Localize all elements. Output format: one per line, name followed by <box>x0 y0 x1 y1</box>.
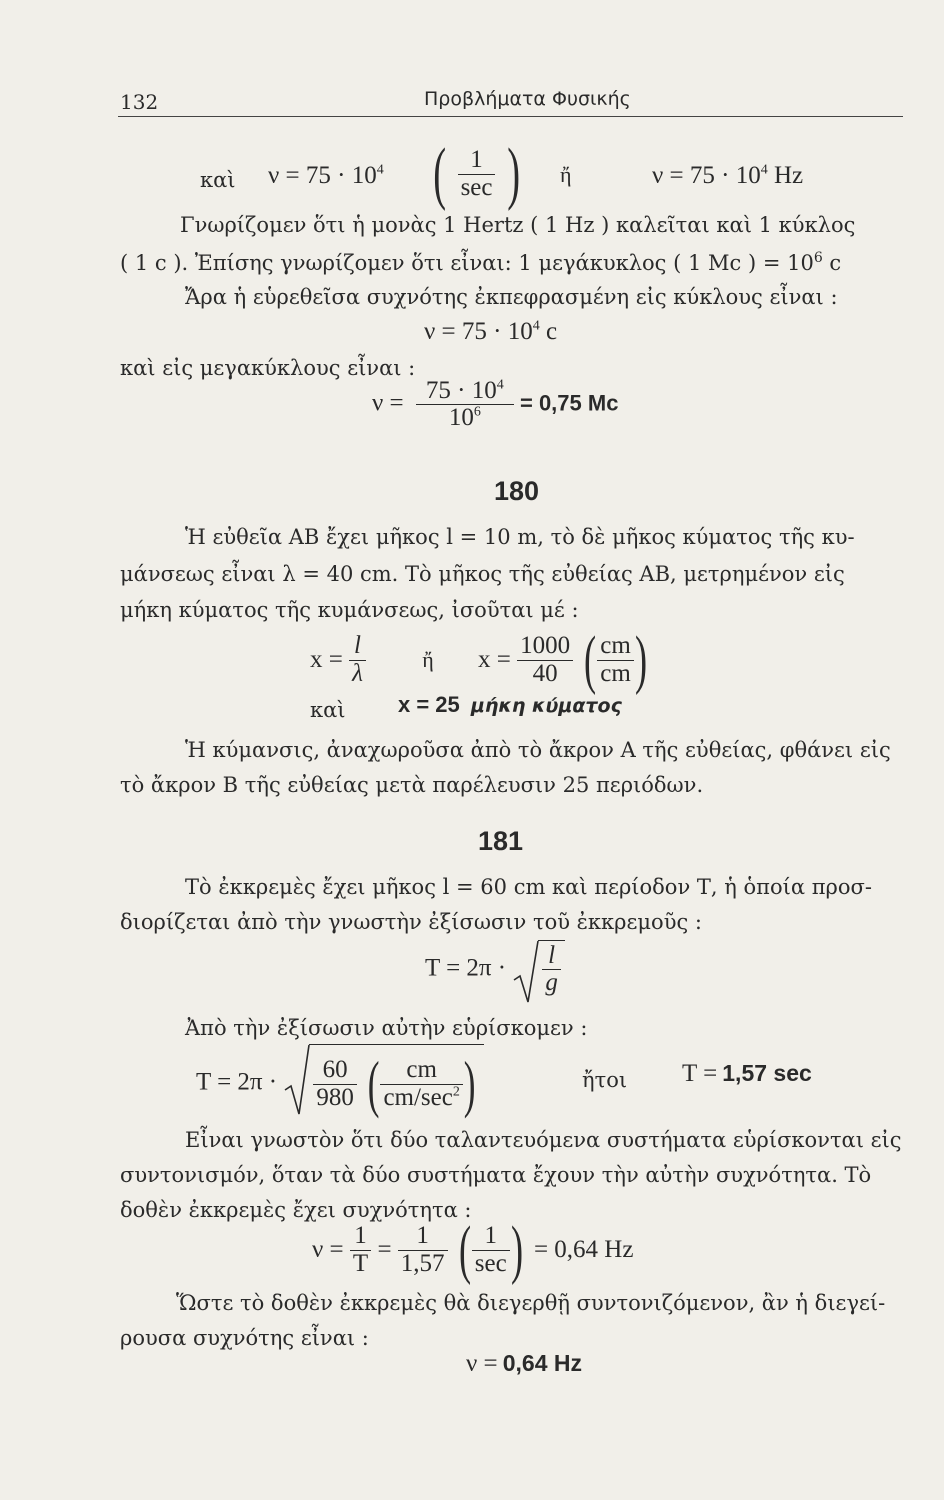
s181-t-result <box>682 1060 812 1088</box>
p1-eq2 <box>372 378 618 432</box>
s181-frac3-one: 1 <box>350 1223 371 1250</box>
s180-x-eq2: x = <box>477 646 511 673</box>
s180-line3: μήκη κύματος τῆς κυμάνσεως, ἰσοῦται μέ : <box>120 598 579 622</box>
p1-eq2-den-exp: 6 <box>473 404 481 420</box>
top-result-exp: 4 <box>760 162 768 178</box>
s181-line4: Εἶναι γνωστὸν ὅτι δύο ταλαντευόμενα συστήματα εὑρίσκονται εἰς <box>185 1128 902 1152</box>
p1-eq2-num-text: 75 · 10 <box>425 377 497 404</box>
s180-line1: Ἡ εὐθεῖα ΑΒ ἔχει μῆκος l = 10 m, τὸ δὲ μῆκος κύματος τῆς κυ- <box>185 525 855 549</box>
s181-frac-cm: cm <box>380 1057 462 1084</box>
p1-eq1-text: ν = 75 · 10 <box>424 318 533 345</box>
s181-line3: Ἀπὸ τὴν ἐξίσωσιν αὐτὴν εὑρίσκομεν : <box>185 1016 588 1040</box>
p1-eq1-unit: c <box>539 318 558 345</box>
s181-line5: συντονισμόν, ὅταν τὰ δύο συστήματα ἔχουν τὴν αὐτὴν συχνότητα. Τὸ <box>120 1163 872 1187</box>
p1-line1: Γνωρίζομεν ὅτι ἡ μονὰς 1 Hertz ( 1 Hz ) καλεῖται καὶ 1 κύκλος <box>180 213 856 237</box>
s181-eq3: ν = $\frac{1}{T}$ = $\frac{1}{1,57}$ ( $\frac{1}{\sec}$ ) = 0,64 Hz <box>312 1213 634 1286</box>
s180-frac-cm-num: cm <box>597 633 634 660</box>
s181-frac-60: 60 <box>313 1057 357 1084</box>
s181-final <box>466 1350 582 1378</box>
top-result-text: ν = 75 · 10 <box>652 162 761 189</box>
section-181-heading: 181 <box>478 826 524 856</box>
s181-t-eq: T = 2π · <box>425 954 507 982</box>
s181-frac-cmsec-text: cm/sec <box>383 1083 453 1111</box>
page-number: 132 <box>120 90 159 114</box>
s180-result-word: μήκη κύματος <box>470 695 622 717</box>
s180-line4: Ἡ κύμανσις, ἀναχωροῦσα ἀπὸ τὸ ἄκρον Α τῆς εὐθείας, φθάνει εἰς <box>185 738 891 762</box>
s180-line2: μάνσεως εἶναι λ = 40 cm. Τὸ μῆκος τῆς εὐθείας ΑΒ, μετρημένον εἰς <box>120 562 845 586</box>
s181-nu-eq: ν = <box>312 1236 344 1263</box>
section-180-heading: 180 <box>494 476 540 506</box>
p1-eq2-lhs: ν = <box>372 389 404 417</box>
top-nu-eq-text: ν = 75 · 10 <box>268 162 377 189</box>
s181-line2: διορίζεται ἀπὸ τὴν γνωστὴν ἐξίσωσιν τοῦ ἐκκρεμοῦς : <box>120 910 702 934</box>
sqrt-2: $\frac{60}{980}$ ( $\frac{cm}{cm/\sec^2}$ ) <box>283 1044 484 1121</box>
s181-t-result-value: 1,57 sec <box>722 1060 812 1086</box>
p1-line4: καὶ εἰς μεγακύκλους εἶναι : <box>120 356 416 380</box>
s181-line1: Τὸ ἐκκρεμὲς ἔχει μῆκος l = 60 cm καὶ περίοδον Τ, ἡ ὁποία προσ- <box>185 875 872 899</box>
p1-eq2-den-text: 10 <box>448 404 474 432</box>
p1-eq2-den <box>416 405 514 431</box>
p1-line3: Ἄρα ἡ εὑρεθεῖσα συχνότης ἐκπεφρασμένη εἰς κύκλους εἶναι : <box>185 285 838 309</box>
s180-frac-40: 40 <box>532 659 558 687</box>
s180-result <box>398 692 622 718</box>
p1-eq2-num-exp: 4 <box>496 377 504 393</box>
p1-eq2-num <box>416 378 514 405</box>
top-frac-num: 1 <box>458 147 496 174</box>
p1-eq2-result: = 0,75 Mc <box>519 390 619 416</box>
s180-x-eq: x = <box>310 646 343 673</box>
s180-result-value: x = 25 <box>398 692 460 717</box>
s180-line5: τὸ ἄκρον Β τῆς εὐθείας μετὰ παρέλευσιν 25 περιόδων. <box>120 773 704 797</box>
s181-frac3-T: T <box>352 1249 369 1277</box>
p1-line2-unit: c <box>822 251 842 275</box>
s181-freq-result: = 0,64 Hz <box>533 1236 634 1263</box>
s181-frac4-157: 1,57 <box>400 1249 445 1277</box>
s181-eq-sign: = <box>377 1236 392 1263</box>
s181-t-result-lhs: T = <box>682 1060 718 1087</box>
s181-line8: ρουσα συχνότης εἶναι : <box>120 1326 369 1350</box>
s181-frac4-one: 1 <box>398 1223 448 1250</box>
top-nu-eq <box>268 162 384 190</box>
header-rule <box>118 116 903 117</box>
s180-frac-cm-den: cm <box>600 659 631 687</box>
s181-eq2 <box>196 1044 484 1121</box>
top-result <box>652 162 803 190</box>
s180-frac-l: l <box>349 633 366 660</box>
top-fraction: ( $\frac{1}{\sec}$ ) <box>433 135 520 212</box>
s180-frac-1000: 1000 <box>517 633 573 660</box>
running-title: Προβλήματα Φυσικής <box>424 88 631 110</box>
top-result-unit: Hz <box>773 162 804 189</box>
p1-line2-text: ( 1 c ). Ἐπίσης γνωρίζομεν ὅτι εἶναι: 1 μεγάκυκλος ( 1 Mc ) = 10 <box>120 251 814 275</box>
s181-frac-980: 980 <box>316 1083 354 1111</box>
p1-eq1-exp: 4 <box>532 318 540 334</box>
s181-final-value: 0,64 Hz <box>502 1350 583 1376</box>
s180-eq: x = $\frac{l}{\lambda}$ ἤ x = $\frac{1000}{40}$ ( $\frac{cm}{cm}$ ) <box>310 623 647 696</box>
s181-htoi: ἤτοι <box>582 1068 628 1092</box>
s181-frac-l: l <box>542 943 561 970</box>
s180-kai: καὶ <box>310 698 346 722</box>
s181-final-lhs: ν = <box>466 1350 498 1377</box>
s180-frac-lambda: λ <box>352 659 363 687</box>
p1-eq1 <box>424 318 557 346</box>
s181-frac-g: g <box>545 969 558 997</box>
s181-frac5-one: 1 <box>472 1223 510 1250</box>
s181-frac5-sec: sec <box>474 1249 507 1277</box>
s181-t-eq2: T = 2π · <box>196 1068 278 1096</box>
p1-line2-exp: 6 <box>813 250 823 266</box>
s181-line6: δοθὲν ἐκκρεμὲς ἔχει συχνότητα : <box>120 1198 472 1222</box>
s181-eq1 <box>425 940 565 997</box>
top-or: ἤ <box>560 162 572 187</box>
s181-frac-cmsec-exp: 2 <box>452 1084 460 1100</box>
s181-frac-cmsec <box>380 1085 462 1111</box>
s181-line7: Ὥστε τὸ δοθὲν ἐκκρεμὲς θὰ διεγερθῇ συντονιζόμενον, ἂν ἡ διεγεί- <box>176 1291 886 1315</box>
s180-or: ἤ <box>422 647 434 672</box>
sqrt-1 <box>512 940 565 997</box>
top-exp: 4 <box>376 162 384 178</box>
top-frac-den: sec <box>460 173 493 201</box>
top-kai: καὶ <box>200 168 236 192</box>
p1-line2 <box>120 250 841 275</box>
